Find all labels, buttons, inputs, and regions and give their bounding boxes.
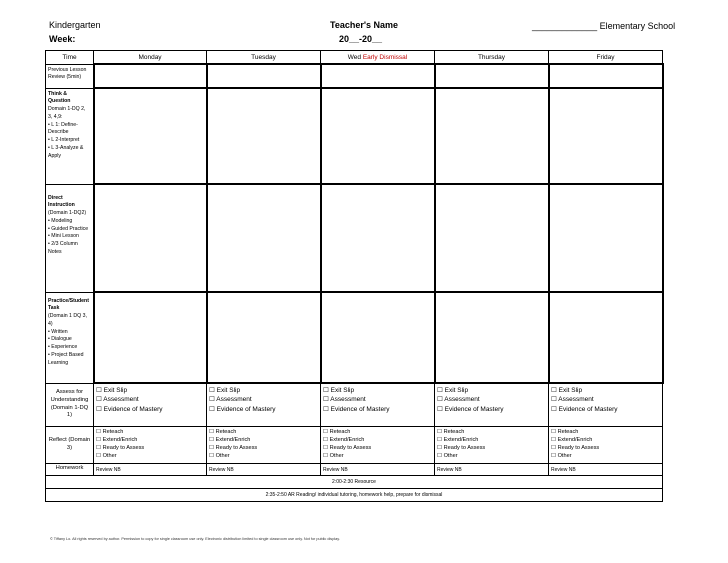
review-monday-cell[interactable] <box>94 64 207 88</box>
col-wednesday <box>321 51 435 65</box>
think-wednesday-cell[interactable] <box>321 88 435 184</box>
think-monday-cell[interactable] <box>94 88 207 184</box>
other-checkbox[interactable]: ☐ Other <box>437 452 458 459</box>
practice-wednesday-cell[interactable] <box>321 292 435 383</box>
col-monday: Monday <box>94 51 207 65</box>
resource-cell: 2:00-2:30 Resource <box>46 475 663 488</box>
direct-thursday-cell[interactable] <box>435 184 549 292</box>
direct-title: Direct Instruction <box>48 194 75 209</box>
copyright-footer: © Tiffany Lo. All rights reserved by author. Permission to copy for single classroom use only. Electronic distribution limited to single classroom use only. Not for public display. <box>50 537 340 541</box>
assessment-checkbox[interactable]: ☐ Assessment <box>209 396 252 404</box>
homework-wednesday-cell[interactable]: Review NB <box>321 463 435 475</box>
dismissal-cell: 2:35-2:50 AR Reading/ individual tutoring, homework help, prepare for dismissal <box>46 488 663 501</box>
exit-slip-checkbox[interactable]: ☐ Exit Slip <box>96 387 128 394</box>
ready-checkbox[interactable]: ☐ Ready to Assess <box>96 444 145 451</box>
assess-label: Assess for Understanding (Domain 1-DQ 1) <box>46 383 94 426</box>
grade-label: Kindergarten <box>49 20 101 30</box>
assess-thursday-cell <box>435 383 549 426</box>
homework-row <box>46 463 663 475</box>
school-year: 20__-20__ <box>339 34 383 44</box>
direct-monday-cell[interactable] <box>94 184 207 292</box>
assessment-checkbox[interactable]: ☐ Assessment <box>323 396 366 404</box>
think-item: • L 2-Interpret <box>48 137 80 144</box>
extend-checkbox[interactable]: ☐ Extend/Enrich <box>551 436 593 443</box>
review-tuesday-cell[interactable] <box>207 64 321 88</box>
extend-checkbox[interactable]: ☐ Extend/Enrich <box>323 436 365 443</box>
ready-checkbox[interactable]: ☐ Ready to Assess <box>209 444 258 451</box>
exit-slip-checkbox[interactable]: ☐ Exit Slip <box>209 387 241 394</box>
direct-tuesday-cell[interactable] <box>207 184 321 292</box>
col-time: Time <box>46 51 94 65</box>
review-wednesday-cell[interactable] <box>321 64 435 88</box>
practice-row <box>46 292 663 383</box>
practice-item: (Domain 1 DQ 3, 4) <box>48 313 87 327</box>
other-checkbox[interactable]: ☐ Other <box>323 452 344 459</box>
reteach-checkbox[interactable]: ☐ Reteach <box>437 428 465 435</box>
ready-checkbox[interactable]: ☐ Ready to Assess <box>437 444 486 451</box>
exit-slip-checkbox[interactable]: ☐ Exit Slip <box>437 387 469 394</box>
practice-item: • Project Based Learning <box>48 352 84 366</box>
practice-item: • Written <box>48 328 68 335</box>
assess-friday-cell <box>549 383 663 426</box>
extend-checkbox[interactable]: ☐ Extend/Enrich <box>437 436 479 443</box>
evidence-checkbox[interactable]: ☐ Evidence of Mastery <box>209 405 276 413</box>
think-thursday-cell[interactable] <box>435 88 549 184</box>
header-row <box>46 51 663 65</box>
homework-tuesday-cell[interactable]: Review NB <box>207 463 321 475</box>
practice-friday-cell[interactable] <box>549 292 663 383</box>
evidence-checkbox[interactable]: ☐ Evidence of Mastery <box>96 405 163 413</box>
school-name: _____________ Elementary School <box>532 21 676 31</box>
direct-item: • Mini Lesson <box>48 233 79 240</box>
practice-title: Practice/Student Task <box>48 297 89 312</box>
homework-friday-cell[interactable]: Review NB <box>549 463 663 475</box>
practice-item: • Dialogue <box>48 336 72 343</box>
lesson-plan-table <box>45 50 664 502</box>
direct-item: • 2/3 Column Notes <box>48 241 78 256</box>
practice-item: • Experience <box>48 344 78 351</box>
think-label <box>46 88 94 184</box>
reflect-thursday-cell <box>435 426 549 463</box>
review-friday-cell[interactable] <box>549 64 663 88</box>
extend-checkbox[interactable]: ☐ Extend/Enrich <box>96 436 138 443</box>
resource-row <box>46 475 663 488</box>
think-item: • L 1: Define-Describe <box>48 121 78 136</box>
assess-monday-cell <box>94 383 207 426</box>
direct-label <box>46 184 94 292</box>
reflect-monday-cell <box>94 426 207 463</box>
reflect-row <box>46 426 663 463</box>
think-title: Think & Question <box>48 90 71 105</box>
extend-checkbox[interactable]: ☐ Extend/Enrich <box>209 436 251 443</box>
homework-monday-cell[interactable]: Review NB <box>94 463 207 475</box>
think-friday-cell[interactable] <box>549 88 663 184</box>
direct-item: • Modeling <box>48 217 73 224</box>
homework-thursday-cell[interactable]: Review NB <box>435 463 549 475</box>
col-friday: Friday <box>549 51 663 65</box>
review-label: Previous Lesson Review (5min) <box>46 64 94 88</box>
think-row <box>46 88 663 184</box>
direct-item: • Guided Practice <box>48 225 89 232</box>
evidence-checkbox[interactable]: ☐ Evidence of Mastery <box>551 405 618 413</box>
think-tuesday-cell[interactable] <box>207 88 321 184</box>
direct-item: (Domain 1-DQ2) <box>48 210 87 217</box>
practice-monday-cell[interactable] <box>94 292 207 383</box>
reflect-tuesday-cell <box>207 426 321 463</box>
reteach-checkbox[interactable]: ☐ Reteach <box>209 428 237 435</box>
ready-checkbox[interactable]: ☐ Ready to Assess <box>323 444 372 451</box>
think-item: Domain 1-DQ 2, 3, 4,9: <box>48 106 86 120</box>
review-thursday-cell[interactable] <box>435 64 549 88</box>
early-dismissal-note: Early Dismissal <box>362 53 408 61</box>
practice-label <box>46 292 94 383</box>
col-wednesday-label: Wed <box>347 53 361 61</box>
assess-row <box>46 383 663 426</box>
assessment-checkbox[interactable]: ☐ Assessment <box>96 396 139 404</box>
reteach-checkbox[interactable]: ☐ Reteach <box>551 428 579 435</box>
evidence-checkbox[interactable]: ☐ Evidence of Mastery <box>323 405 390 413</box>
dismissal-row <box>46 488 663 501</box>
direct-wednesday-cell[interactable] <box>321 184 435 292</box>
reteach-checkbox[interactable]: ☐ Reteach <box>323 428 351 435</box>
assessment-checkbox[interactable]: ☐ Assessment <box>551 396 594 404</box>
homework-label: Homework <box>46 463 94 475</box>
reteach-checkbox[interactable]: ☐ Reteach <box>96 428 124 435</box>
direct-row <box>46 184 663 292</box>
week-label: Week: <box>49 34 76 44</box>
reflect-label: Reflect (Domain 3) <box>46 426 94 463</box>
direct-friday-cell[interactable] <box>549 184 663 292</box>
review-row <box>46 64 663 88</box>
other-checkbox[interactable]: ☐ Other <box>96 452 117 459</box>
ready-checkbox[interactable]: ☐ Ready to Assess <box>551 444 600 451</box>
exit-slip-checkbox[interactable]: ☐ Exit Slip <box>323 387 355 394</box>
other-checkbox[interactable]: ☐ Other <box>209 452 230 459</box>
practice-tuesday-cell[interactable] <box>207 292 321 383</box>
other-checkbox[interactable]: ☐ Other <box>551 452 572 459</box>
teacher-name: Teacher's Name <box>330 20 399 30</box>
reflect-wednesday-cell <box>321 426 435 463</box>
col-thursday: Thursday <box>435 51 549 65</box>
col-tuesday: Tuesday <box>207 51 321 65</box>
assessment-checkbox[interactable]: ☐ Assessment <box>437 396 480 404</box>
exit-slip-checkbox[interactable]: ☐ Exit Slip <box>551 387 583 394</box>
reflect-friday-cell <box>549 426 663 463</box>
assess-tuesday-cell <box>207 383 321 426</box>
practice-thursday-cell[interactable] <box>435 292 549 383</box>
evidence-checkbox[interactable]: ☐ Evidence of Mastery <box>437 405 504 413</box>
think-item: • L 3-Analyze & Apply <box>48 145 84 159</box>
assess-wednesday-cell <box>321 383 435 426</box>
